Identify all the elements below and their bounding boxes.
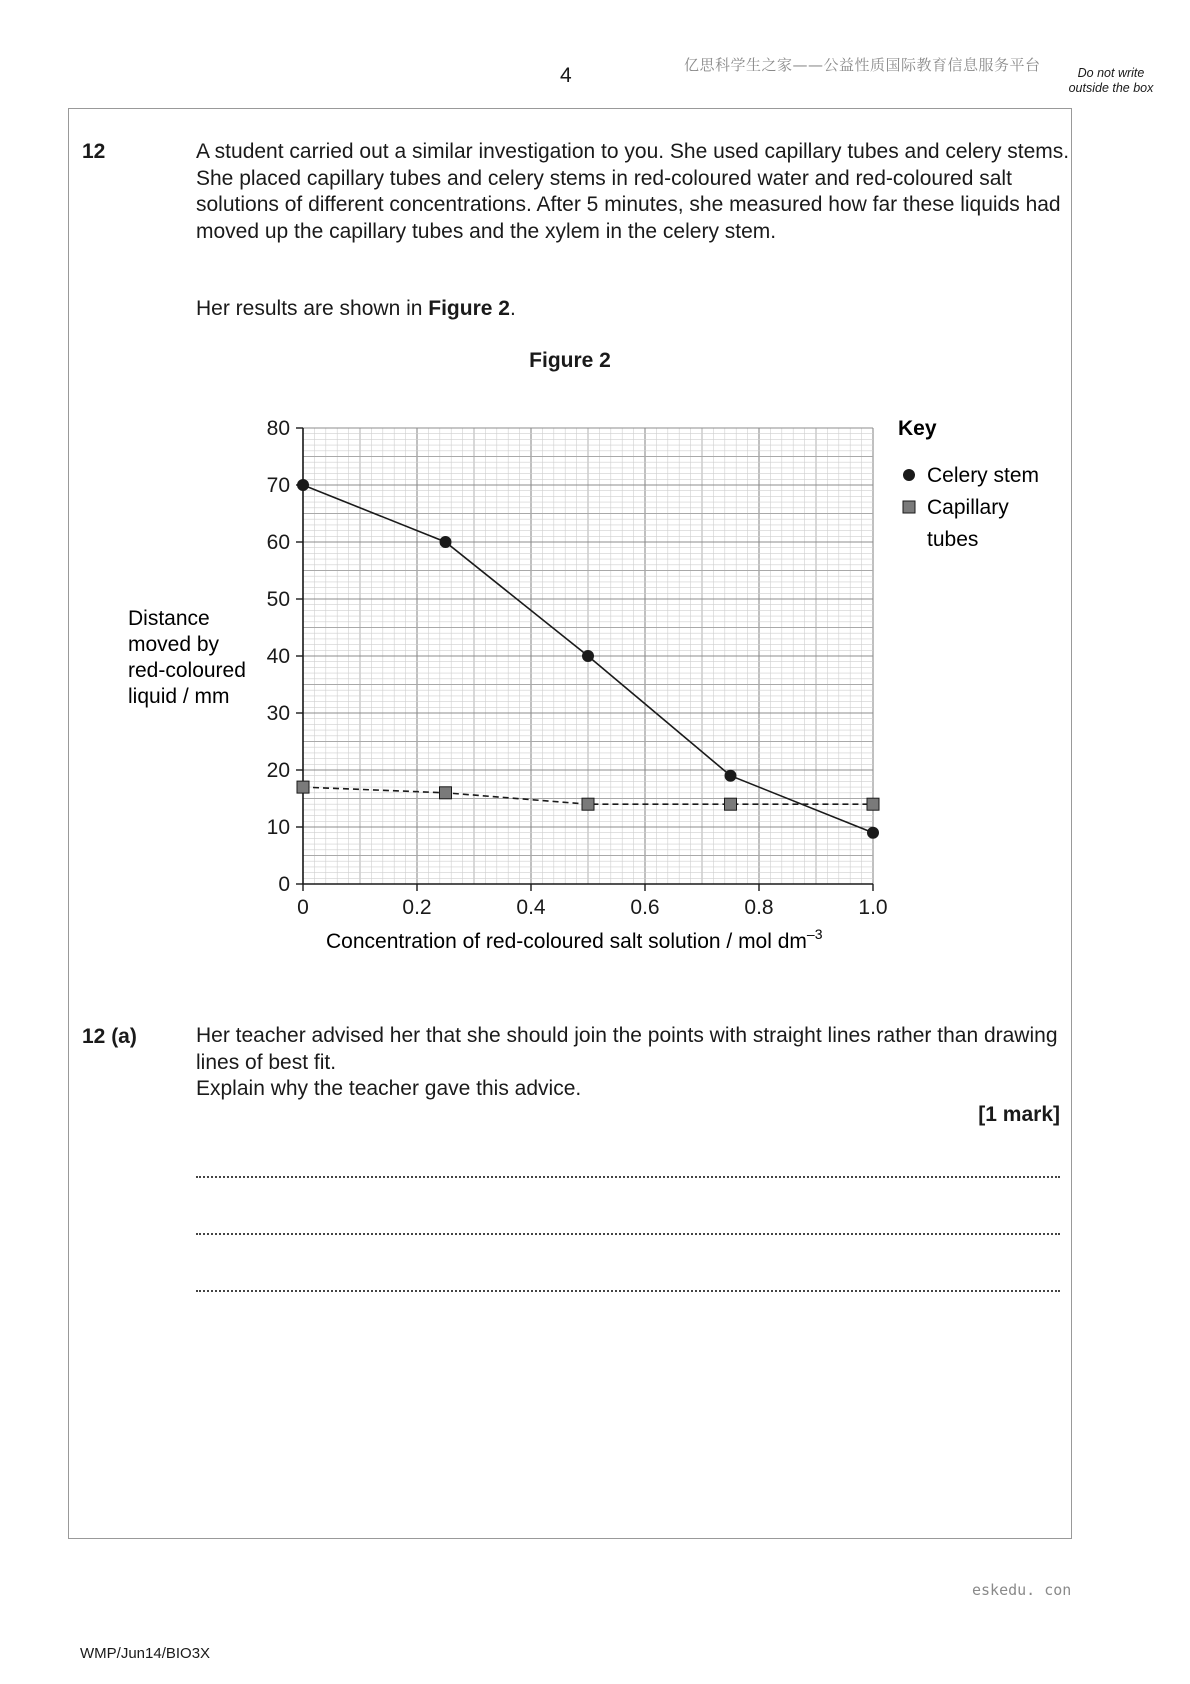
data-point-celery <box>725 770 737 782</box>
data-point-celery <box>582 650 594 662</box>
y-tick-label: 70 <box>266 474 290 497</box>
y-tick-label: 80 <box>266 417 290 440</box>
site-watermark: eskedu. con <box>972 1581 1072 1599</box>
y-axis-label-line-4: liquid / mm <box>128 685 230 708</box>
footer-code: WMP/Jun14/BIO3X <box>80 1645 211 1662</box>
data-point-capillary <box>725 798 737 810</box>
y-tick-label: 0 <box>278 873 290 896</box>
y-tick-label: 10 <box>266 816 290 839</box>
answer-line-3[interactable] <box>196 1290 1060 1292</box>
y-axis-label-line-3: red-coloured <box>128 659 246 682</box>
x-tick-label: 0 <box>297 896 309 919</box>
legend-capillary-label-1: Capillary <box>927 496 1009 519</box>
part-a-text-1: Her teacher advised her that she should join the points with straight lines rather than drawing lines of best fit. <box>196 1024 1058 1074</box>
data-point-capillary <box>582 798 594 810</box>
legend-celery-label: Celery stem <box>927 464 1040 487</box>
question-number: 12 <box>82 140 106 163</box>
data-point-capillary <box>440 787 452 799</box>
y-tick-label: 60 <box>266 531 290 554</box>
part-a-question <box>196 1023 1076 1103</box>
results-prefix: Her results are shown in <box>196 297 429 320</box>
x-axis-label <box>326 926 823 953</box>
x-axis-label-superscript: –3 <box>806 926 823 942</box>
legend-title: Key <box>898 417 937 440</box>
x-tick-label: 0.2 <box>402 896 432 919</box>
chart-labels <box>128 607 823 953</box>
y-axis-label-line-1: Distance <box>128 607 210 630</box>
results-suffix: . <box>509 297 516 320</box>
x-axis-label-text: Concentration of red-coloured salt solution / mol dm <box>326 930 807 953</box>
legend-celery-marker <box>903 469 915 481</box>
data-point-celery <box>867 827 879 839</box>
legend-capillary-label-2: tubes <box>927 528 979 551</box>
y-tick-label: 50 <box>266 588 290 611</box>
legend-capillary-marker <box>903 501 915 513</box>
y-axis-label-line-2: moved by <box>128 633 220 656</box>
watermark-text: 亿思科学生之家——公益性质国际教育信息服务平台 <box>684 56 1041 74</box>
y-tick-label: 20 <box>266 759 290 782</box>
part-a-number: 12 (a) <box>82 1025 137 1048</box>
y-tick-label: 30 <box>266 702 290 725</box>
figure-2-chart <box>0 390 1140 970</box>
part-a-text-2: Explain why the teacher gave this advice. <box>196 1077 582 1100</box>
data-point-capillary <box>867 798 879 810</box>
x-tick-label: 0.8 <box>744 896 774 919</box>
part-a-marks: [1 mark] <box>978 1103 1060 1126</box>
data-point-celery <box>297 479 309 491</box>
x-tick-label: 0.4 <box>516 896 546 919</box>
chart-legend <box>898 417 1039 551</box>
results-sentence <box>196 296 516 323</box>
x-tick-label: 1.0 <box>858 896 888 919</box>
data-point-celery <box>440 536 452 548</box>
page-number: 4 <box>560 64 572 87</box>
figure-caption: Figure 2 <box>529 349 611 372</box>
data-point-capillary <box>297 781 309 793</box>
answer-line-1[interactable] <box>196 1176 1060 1178</box>
results-figure-ref: Figure 2 <box>428 297 510 320</box>
y-tick-label: 40 <box>266 645 290 668</box>
answer-line-2[interactable] <box>196 1233 1060 1235</box>
question-stem: A student carried out a similar investigation to you. She used capillary tubes and celery stems. She placed capillary tubes and celery stems in red-coloured water and red-coloured salt solutions of different concentrations. After 5 minutes, she measured how far these liquids had moved up the capillary tubes and the xylem in the celery stem. <box>196 140 1070 243</box>
x-tick-label: 0.6 <box>630 896 660 919</box>
margin-note: Do not write outside the box <box>1068 66 1154 95</box>
